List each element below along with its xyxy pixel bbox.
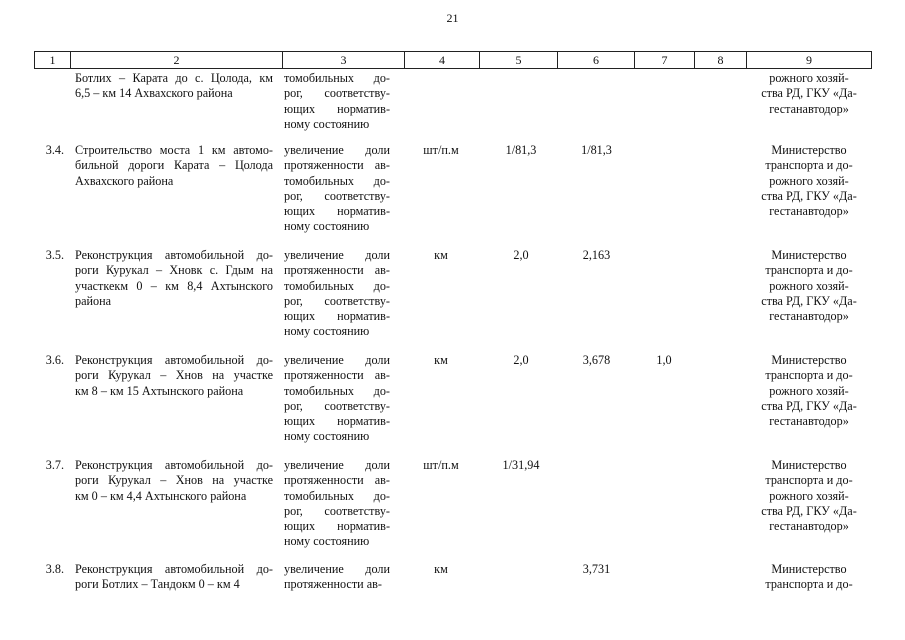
header-col-2: 2: [70, 52, 282, 68]
value-col-6: 3,731: [582, 562, 611, 576]
unit-of-measure: км: [434, 353, 448, 367]
value-col-6: 1/81,3: [581, 143, 612, 157]
responsible-party-line: Министерство: [771, 143, 847, 157]
measure-name-line: км 0 – км 4,4 Ахтынского района: [75, 488, 247, 503]
measure-goal: [284, 353, 390, 445]
row-number: 3.5.: [45, 248, 64, 262]
measure-goal-line: ному состоянию: [284, 534, 370, 549]
measure-goal-line: протяженности ав-: [284, 577, 382, 592]
measure-name-line: Реконструкция автомобильной до-: [75, 458, 273, 472]
measure-goal-line: протяженности ав-: [284, 368, 390, 383]
measure-name-line: Реконструкция автомобильной до-: [75, 562, 273, 576]
responsible-party-line: гестанавтодор»: [769, 204, 849, 219]
measure-goal-line: увеличение доли: [284, 458, 390, 472]
header-col-3: 3: [282, 52, 404, 68]
measure-goal-line: ному состоянию: [284, 324, 370, 339]
measure-goal-line: увеличение доли: [284, 353, 390, 367]
measure-goal-line: увеличение доли: [284, 143, 390, 157]
responsible-party: [750, 458, 868, 534]
responsible-party-line: гестанавтодор»: [769, 309, 849, 324]
value-col-5: 2,0: [513, 353, 529, 367]
header-col-1: 1: [34, 52, 70, 68]
measure-name-line: роги Курукал – Хновк с. Гдым на: [75, 263, 273, 278]
responsible-party-line: рожного хозяй-: [769, 71, 849, 85]
header-col-7: 7: [634, 52, 694, 68]
responsible-party-line: транспорта и до-: [765, 368, 853, 383]
unit-of-measure: км: [434, 562, 448, 576]
responsible-party-line: транспорта и до-: [765, 577, 853, 592]
measure-name-line: Реконструкция автомобильной до-: [75, 248, 273, 262]
responsible-party-line: гестанавтодор»: [769, 519, 849, 534]
measure-goal-line: ющих норматив-: [284, 309, 390, 324]
responsible-party: [750, 71, 868, 117]
value-col-7: 1,0: [656, 353, 672, 367]
measure-goal-line: ющих норматив-: [284, 414, 390, 429]
responsible-party-line: ства РД, ГКУ «Да-: [761, 503, 857, 518]
measure-goal-line: рог, соответству-: [284, 398, 390, 413]
measure-goal-line: томобильных до-: [284, 383, 390, 398]
header-col-9: 9: [746, 52, 872, 68]
value-col-6: 2,163: [582, 248, 611, 262]
responsible-party-line: Министерство: [771, 458, 847, 472]
row-number: 3.8.: [45, 562, 64, 576]
measure-goal-line: рог, соответству-: [284, 293, 390, 308]
program-table: [34, 51, 872, 592]
measure-name: [75, 71, 273, 102]
value-col-5: 2,0: [513, 248, 529, 262]
unit-of-measure: шт/п.м: [423, 143, 459, 157]
measure-goal-line: ному состоянию: [284, 219, 370, 234]
measure-name-line: бильной дороги Карата – Цолода: [75, 158, 273, 173]
measure-name-line: роги Курукал – Хнов на участке: [75, 368, 273, 383]
value-col-5: 1/81,3: [505, 143, 537, 157]
responsible-party-line: рожного хозяй-: [769, 278, 849, 293]
responsible-party-line: транспорта и до-: [765, 473, 853, 488]
unit-of-measure: шт/п.м: [423, 458, 459, 472]
measure-goal-line: рог, соответству-: [284, 188, 390, 203]
row-number: 3.4.: [45, 143, 64, 157]
value-col-5: 1/31,94: [502, 458, 540, 472]
measure-goal-line: рог, соответству-: [284, 86, 390, 101]
measure-goal-line: томобильных до-: [284, 488, 390, 503]
measure-name-line: км 8 – км 15 Ахтынского района: [75, 383, 244, 398]
responsible-party-line: Министерство: [771, 353, 847, 367]
measure-goal-line: ному состоянию: [284, 116, 370, 131]
value-col-6: 3,678: [582, 353, 611, 367]
header-col-5: 5: [479, 52, 557, 68]
responsible-party: [750, 353, 868, 429]
responsible-party-line: рожного хозяй-: [769, 383, 849, 398]
measure-name-line: Реконструкция автомобильной до-: [75, 353, 273, 367]
measure-goal-line: ющих норматив-: [284, 204, 390, 219]
responsible-party-line: ства РД, ГКУ «Да-: [761, 398, 857, 413]
measure-goal: [284, 248, 390, 340]
measure-goal-line: протяженности ав-: [284, 158, 390, 173]
measure-name: [75, 143, 273, 189]
measure-name-line: района: [75, 293, 112, 308]
table-header-row: [34, 51, 872, 69]
measure-goal: [284, 562, 390, 593]
header-col-8: 8: [694, 52, 746, 68]
measure-name: [75, 353, 273, 399]
measure-goal: [284, 71, 390, 132]
measure-goal-line: увеличение доли: [284, 248, 390, 262]
row-number: 3.6.: [45, 353, 64, 367]
measure-goal-line: ющих норматив-: [284, 519, 390, 534]
unit-of-measure: км: [434, 248, 448, 262]
measure-name-line: роги Курукал – Хнов на участке: [75, 473, 273, 488]
measure-goal-line: рог, соответству-: [284, 503, 390, 518]
measure-goal-line: томобильных до-: [284, 278, 390, 293]
responsible-party-line: рожного хозяй-: [769, 173, 849, 188]
measure-name: [75, 562, 273, 593]
responsible-party-line: Министерство: [771, 562, 847, 576]
measure-name-line: роги Ботлих – Тандокм 0 – км 4: [75, 577, 240, 592]
measure-name: [75, 458, 273, 504]
measure-name-line: Ахвахского района: [75, 173, 174, 188]
measure-goal-line: томобильных до-: [284, 71, 390, 85]
responsible-party-line: ства РД, ГКУ «Да-: [761, 188, 857, 203]
measure-goal-line: протяженности ав-: [284, 263, 390, 278]
measure-name-line: 6,5 – км 14 Ахвахского района: [75, 86, 233, 101]
measure-goal-line: томобильных до-: [284, 173, 390, 188]
responsible-party-line: рожного хозяй-: [769, 488, 849, 503]
responsible-party-line: ства РД, ГКУ «Да-: [761, 293, 857, 308]
responsible-party: [750, 562, 868, 593]
measure-goal-line: протяженности ав-: [284, 473, 390, 488]
measure-goal-line: ющих норматив-: [284, 101, 390, 116]
measure-goal: [284, 458, 390, 550]
measure-goal-line: ному состоянию: [284, 429, 370, 444]
measure-goal-line: увеличение доли: [284, 562, 390, 576]
measure-name-line: участкекм 0 – км 8,4 Ахтынского: [75, 278, 273, 293]
measure-goal: [284, 143, 390, 235]
responsible-party-line: гестанавтодор»: [769, 101, 849, 116]
row-number: 3.7.: [45, 458, 64, 472]
responsible-party-line: гестанавтодор»: [769, 414, 849, 429]
responsible-party-line: транспорта и до-: [765, 158, 853, 173]
measure-name-line: Ботлих – Карата до с. Цолода, км: [75, 71, 273, 85]
header-col-4: 4: [404, 52, 479, 68]
measure-name: [75, 248, 273, 309]
responsible-party-line: ства РД, ГКУ «Да-: [761, 86, 857, 101]
measure-name-line: Строительство моста 1 км автомо-: [75, 143, 273, 157]
responsible-party-line: транспорта и до-: [765, 263, 853, 278]
header-col-6: 6: [557, 52, 634, 68]
responsible-party: [750, 248, 868, 324]
page-number: 21: [446, 11, 459, 25]
responsible-party-line: Министерство: [771, 248, 847, 262]
responsible-party: [750, 143, 868, 219]
